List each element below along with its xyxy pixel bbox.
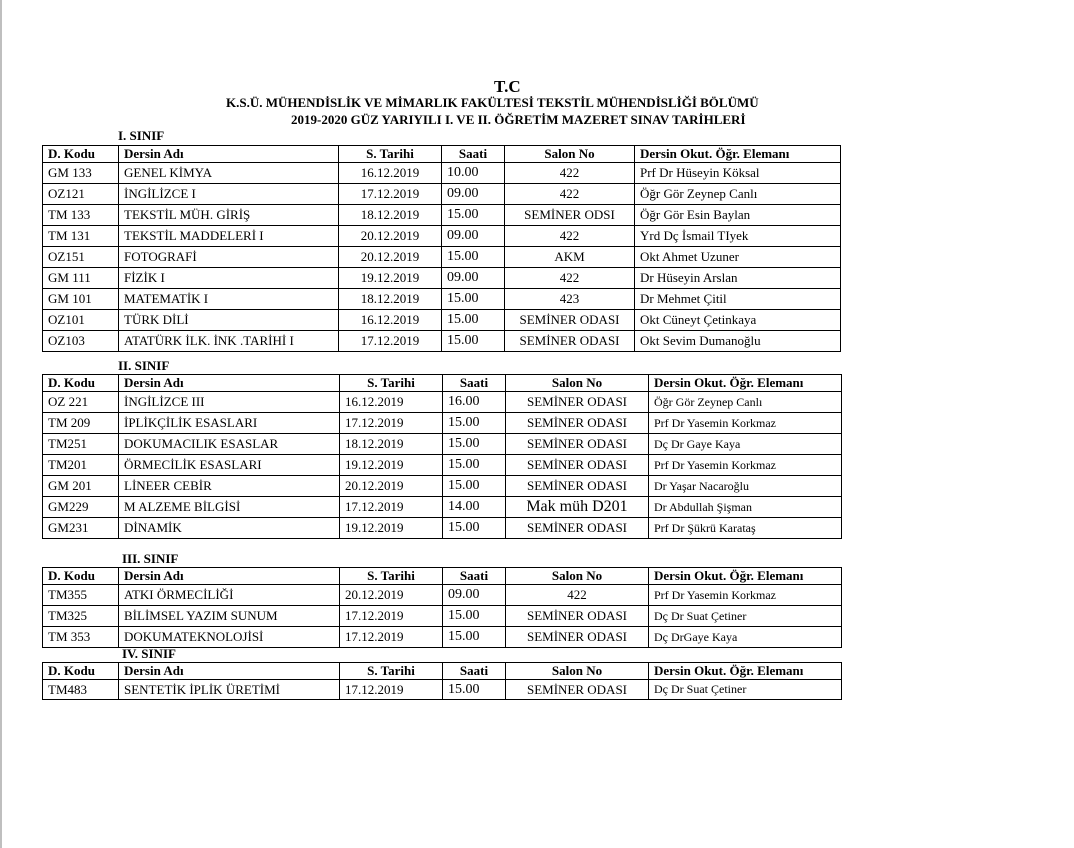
course-name-cell: BİLİMSEL YAZIM SUNUM [119,606,340,627]
instructor-cell: Öğr Gör Zeynep Canlı [635,184,841,205]
exam-date-cell: 16.12.2019 [339,310,442,331]
course-code-cell: OZ 221 [43,392,119,413]
column-header-instructor: Dersin Okut. Öğr. Elemanı [649,568,842,585]
course-code-cell: TM201 [43,455,119,476]
exam-date-cell: 20.12.2019 [340,476,443,497]
exam-date-cell: 20.12.2019 [339,247,442,268]
exam-date-cell: 17.12.2019 [339,184,442,205]
exam-date-cell: 18.12.2019 [340,434,443,455]
exam-time-cell: 15.00 [443,455,506,476]
course-name-cell: DOKUMATEKNOLOJİSİ [119,627,340,648]
room-cell: 423 [505,289,635,310]
room-cell: SEMİNER ODASI [505,331,635,352]
course-code-cell: TM 209 [43,413,119,434]
column-header-room: Salon No [506,375,649,392]
exam-time-cell: 15.00 [442,247,505,268]
exam-time-cell: 15.00 [443,476,506,497]
instructor-cell: Okt Sevim Dumanoğlu [635,331,841,352]
course-name-cell: TÜRK DİLİ [119,310,339,331]
faculty-heading: K.S.Ü. MÜHENDİSLİK VE MİMARLIK FAKÜLTESİ TEKSTİL MÜHENDİSLİĞİ BÖLÜMÜ [226,95,759,110]
exam-time-cell: 09.00 [442,184,505,205]
room-cell: SEMİNER ODSI [505,205,635,226]
course-name-cell: FOTOGRAFİ [119,247,339,268]
exam-date-cell: 17.12.2019 [340,680,443,700]
course-name-cell: ATKI ÖRMECİLİĞİ [119,585,340,606]
course-code-cell: TM325 [43,606,119,627]
course-code-cell: OZ121 [43,184,119,205]
exam-date-cell: 19.12.2019 [340,518,443,539]
course-code-cell: GM229 [43,497,119,518]
exam-schedule-table [42,374,842,539]
exam-time-cell: 15.00 [443,680,506,700]
course-name-cell: ATATÜRK İLK. İNK .TARİHİ I [119,331,339,352]
table-row [43,497,842,518]
room-cell: SEMİNER ODASI [505,310,635,331]
room-cell: SEMİNER ODASI [506,434,649,455]
table-header-row [43,568,842,585]
column-header-exam-date: S. Tarihi [340,568,443,585]
table-row [43,455,842,476]
instructor-cell: Dç Dr Suat Çetiner [649,680,842,700]
exam-time-cell: 14.00 [443,497,506,518]
room-cell: 422 [505,184,635,205]
table-row [43,289,841,310]
table-row [43,268,841,289]
course-code-cell: OZ151 [43,247,119,268]
exam-time-cell: 15.00 [442,310,505,331]
course-code-cell: TM 131 [43,226,119,247]
instructor-cell: Prf Dr Yasemin Korkmaz [649,455,842,476]
course-code-cell: GM 101 [43,289,119,310]
course-name-cell: TEKSTİL MÜH. GİRİŞ [119,205,339,226]
room-cell: SEMİNER ODASI [506,627,649,648]
course-name-cell: DOKUMACILIK ESASLAR [119,434,340,455]
course-code-cell: TM 133 [43,205,119,226]
course-name-cell: ÖRMECİLİK ESASLARI [119,455,340,476]
table-header-row [43,375,842,392]
table-row [43,247,841,268]
exam-date-cell: 19.12.2019 [340,455,443,476]
exam-schedule-table [42,567,842,648]
exam-time-cell: 09.00 [443,585,506,606]
instructor-cell: Prf Dr Hüseyin Köksal [635,163,841,184]
table-header-row [43,146,841,163]
exam-date-cell: 16.12.2019 [339,163,442,184]
room-cell: SEMİNER ODASI [506,606,649,627]
exam-time-cell: 15.00 [443,518,506,539]
exam-schedule-table [42,662,842,700]
table-row [43,680,842,700]
table-row [43,585,842,606]
course-name-cell: M ALZEME BİLGİSİ [119,497,340,518]
table-row [43,184,841,205]
room-cell: SEMİNER ODASI [506,476,649,497]
exam-time-cell: 15.00 [442,205,505,226]
room-cell: 422 [506,585,649,606]
column-header-exam-date: S. Tarihi [339,146,442,163]
instructor-cell: Okt Ahmet Uzuner [635,247,841,268]
table-row [43,518,842,539]
exam-date-cell: 18.12.2019 [339,205,442,226]
exam-time-cell: 15.00 [442,331,505,352]
instructor-cell: Dr Abdullah Şişman [649,497,842,518]
exam-date-cell: 17.12.2019 [340,497,443,518]
column-header-course-code: D. Kodu [43,146,119,163]
course-code-cell: OZ103 [43,331,119,352]
table-row [43,310,841,331]
instructor-cell: Dç Dr Gaye Kaya [649,434,842,455]
column-header-course-name: Dersin Adı [119,568,340,585]
room-cell: SEMİNER ODASI [506,392,649,413]
exam-schedule-table [42,145,841,352]
course-code-cell: GM231 [43,518,119,539]
exam-date-cell: 17.12.2019 [339,331,442,352]
column-header-exam-time: Saati [443,568,506,585]
exam-date-cell: 17.12.2019 [340,627,443,648]
instructor-cell: Öğr Gör Zeynep Canlı [649,392,842,413]
table-row [43,476,842,497]
instructor-cell: Yrd Dç İsmail TIyek [635,226,841,247]
class-level-heading: II. SINIF [118,358,170,373]
course-name-cell: İNGİLİZCE I [119,184,339,205]
column-header-exam-time: Saati [443,375,506,392]
table-row [43,627,842,648]
exam-time-cell: 15.00 [442,289,505,310]
exam-date-cell: 20.12.2019 [339,226,442,247]
table-header-row [43,663,842,680]
table-row [43,434,842,455]
instructor-cell: Dç Dr Suat Çetiner [649,606,842,627]
exam-date-cell: 19.12.2019 [339,268,442,289]
exam-time-cell: 10.00 [442,163,505,184]
exam-date-cell: 20.12.2019 [340,585,443,606]
column-header-room: Salon No [505,146,635,163]
course-name-cell: GENEL KİMYA [119,163,339,184]
course-name-cell: FİZİK I [119,268,339,289]
exam-date-cell: 18.12.2019 [339,289,442,310]
instructor-cell: Prf Dr Yasemin Korkmaz [649,585,842,606]
exam-schedule-heading: 2019-2020 GÜZ YARIYILI I. VE II. ÖĞRETİM MAZERET SINAV TARİHLERİ [291,112,746,127]
column-header-room: Salon No [506,663,649,680]
exam-time-cell: 15.00 [443,606,506,627]
instructor-cell: Dç DrGaye Kaya [649,627,842,648]
course-name-cell: LİNEER CEBİR [119,476,340,497]
room-cell: 422 [505,226,635,247]
class-level-heading: I. SINIF [118,128,165,143]
exam-date-cell: 16.12.2019 [340,392,443,413]
instructor-cell: Dr Yaşar Nacaroğlu [649,476,842,497]
course-code-cell: GM 111 [43,268,119,289]
course-name-cell: İNGİLİZCE III [119,392,340,413]
instructor-cell: Öğr Gör Esin Baylan [635,205,841,226]
column-header-course-name: Dersin Adı [119,375,340,392]
course-code-cell: TM 353 [43,627,119,648]
column-header-exam-date: S. Tarihi [340,375,443,392]
course-name-cell: DİNAMİK [119,518,340,539]
exam-time-cell: 15.00 [443,413,506,434]
room-cell: SEMİNER ODASI [506,413,649,434]
instructor-cell: Prf Dr Yasemin Korkmaz [649,413,842,434]
column-header-instructor: Dersin Okut. Öğr. Elemanı [649,375,842,392]
instructor-cell: Okt Cüneyt Çetinkaya [635,310,841,331]
course-name-cell: İPLİKÇİLİK ESASLARI [119,413,340,434]
room-cell: SEMİNER ODASI [506,455,649,476]
column-header-room: Salon No [506,568,649,585]
room-cell: SEMİNER ODASI [506,518,649,539]
exam-time-cell: 09.00 [442,268,505,289]
exam-date-cell: 17.12.2019 [340,606,443,627]
course-name-cell: MATEMATİK I [119,289,339,310]
course-code-cell: TM483 [43,680,119,700]
table-row [43,163,841,184]
instructor-cell: Dr Hüseyin Arslan [635,268,841,289]
course-code-cell: OZ101 [43,310,119,331]
course-code-cell: GM 201 [43,476,119,497]
exam-date-cell: 17.12.2019 [340,413,443,434]
course-name-cell: SENTETİK İPLİK ÜRETİMİ [119,680,340,700]
column-header-exam-date: S. Tarihi [340,663,443,680]
exam-time-cell: 15.00 [443,627,506,648]
course-code-cell: TM355 [43,585,119,606]
column-header-instructor: Dersin Okut. Öğr. Elemanı [635,146,841,163]
class-level-heading: IV. SINIF [122,646,176,661]
column-header-exam-time: Saati [442,146,505,163]
course-code-cell: TM251 [43,434,119,455]
document-title: T.C [494,77,521,96]
table-row [43,413,842,434]
course-name-cell: TEKSTİL MADDELERİ I [119,226,339,247]
class-level-heading: III. SINIF [122,551,179,566]
column-header-course-code: D. Kodu [43,375,119,392]
instructor-cell: Dr Mehmet Çitil [635,289,841,310]
column-header-instructor: Dersin Okut. Öğr. Elemanı [649,663,842,680]
room-cell: 422 [505,163,635,184]
exam-time-cell: 15.00 [443,434,506,455]
table-row [43,331,841,352]
exam-time-cell: 09.00 [442,226,505,247]
column-header-course-name: Dersin Adı [119,146,339,163]
room-cell: SEMİNER ODASI [506,680,649,700]
room-cell: Mak müh D201 [506,497,649,518]
table-row [43,205,841,226]
column-header-course-name: Dersin Adı [119,663,340,680]
table-row [43,226,841,247]
column-header-course-code: D. Kodu [43,568,119,585]
room-cell: AKM [505,247,635,268]
course-code-cell: GM 133 [43,163,119,184]
table-row [43,392,842,413]
room-cell: 422 [505,268,635,289]
instructor-cell: Prf Dr Şükrü Karataş [649,518,842,539]
table-row [43,606,842,627]
column-header-course-code: D. Kodu [43,663,119,680]
column-header-exam-time: Saati [443,663,506,680]
page-left-edge [0,0,2,848]
exam-time-cell: 16.00 [443,392,506,413]
